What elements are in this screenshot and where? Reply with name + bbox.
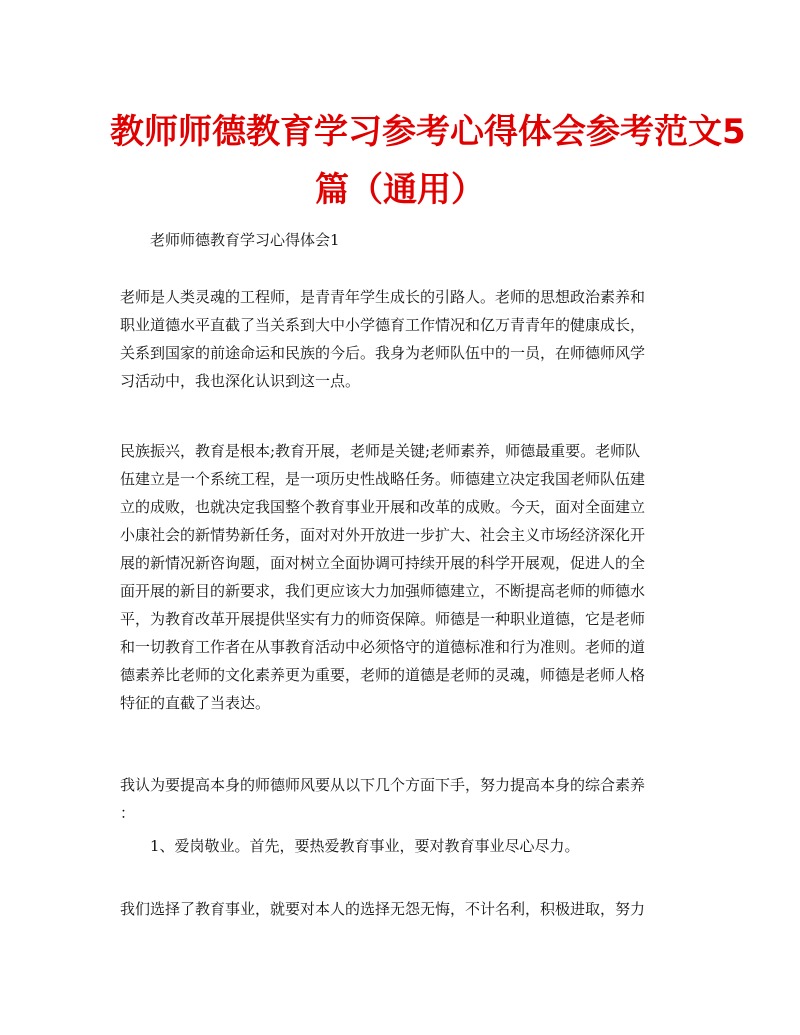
text-line: 展的新情况新咨询题，面对树立全面协调可持续开展的科学开展观，促进人的全 [120, 554, 646, 572]
text-line: 我们选择了教育事业，就要对本人的选择无怨无悔，不计名利，积极进取，努力 [120, 900, 646, 918]
text-line: 关系到国家的前途命运和民族的今后。我身为老师队伍中的一员，在师德师风学 [120, 344, 646, 362]
document-title-line-2: 篇（通用） [315, 170, 485, 210]
paragraph-2 [120, 437, 680, 717]
text-line: 平，为教育改革开展提供坚实有力的师资保障。师德是一种职业道德，它是老师 [120, 610, 646, 628]
text-line: 面开展的新目的新要求，我们更应该大力加强师德建立，不断提高老师的师德水 [120, 582, 646, 600]
text-line: 我认为要提高本身的师德师风要从以下几个方面下手，努力提高本身的综合素养 [120, 776, 646, 794]
text-line: 老师是人类灵魂的工程师，是青青年学生成长的引路人。老师的思想政治素养和 [120, 288, 646, 306]
paragraph-5 [120, 895, 680, 923]
document-title-line-1: 教师师德教育学习参考心得体会参考范文5 [110, 112, 746, 152]
text-line: 1、爱岗敬业。首先，要热爱教育事业，要对教育事业尽心尽力。 [150, 837, 580, 855]
paragraph-4 [150, 832, 710, 860]
text-line: 习活动中，我也深化认识到这一点。 [120, 372, 361, 390]
text-line: 立的成败，也就决定我国整个教育事业开展和改革的成败。今天，面对全面建立 [120, 498, 646, 516]
text-line: 和一切教育工作者在从事教育活动中必须恪守的道德标准和行为准则。老师的道 [120, 638, 646, 656]
paragraph-1 [120, 283, 680, 395]
text-line: ： [120, 804, 136, 822]
text-line: 职业道德水平直截了当关系到大中小学德育工作情况和亿万青青年的健康成长， [120, 316, 646, 334]
section-heading: 老师师德教育学习心得体会1 [150, 231, 340, 249]
text-line: 民族振兴，教育是根本;教育开展，老师是关键;老师素养，师德最重要。老师队 [120, 442, 641, 460]
text-line: 德素养比老师的文化素养更为重要，老师的道德是老师的灵魂，师德是老师人格 [120, 666, 646, 684]
text-line: 伍建立是一个系统工程，是一项历史性战略任务。师德建立决定我国老师队伍建 [120, 470, 646, 488]
text-line: 特征的直截了当表达。 [120, 694, 271, 712]
paragraph-3 [120, 771, 680, 827]
text-line: 小康社会的新情势新任务，面对对外开放进一步扩大、社会主义市场经济深化开 [120, 526, 646, 544]
